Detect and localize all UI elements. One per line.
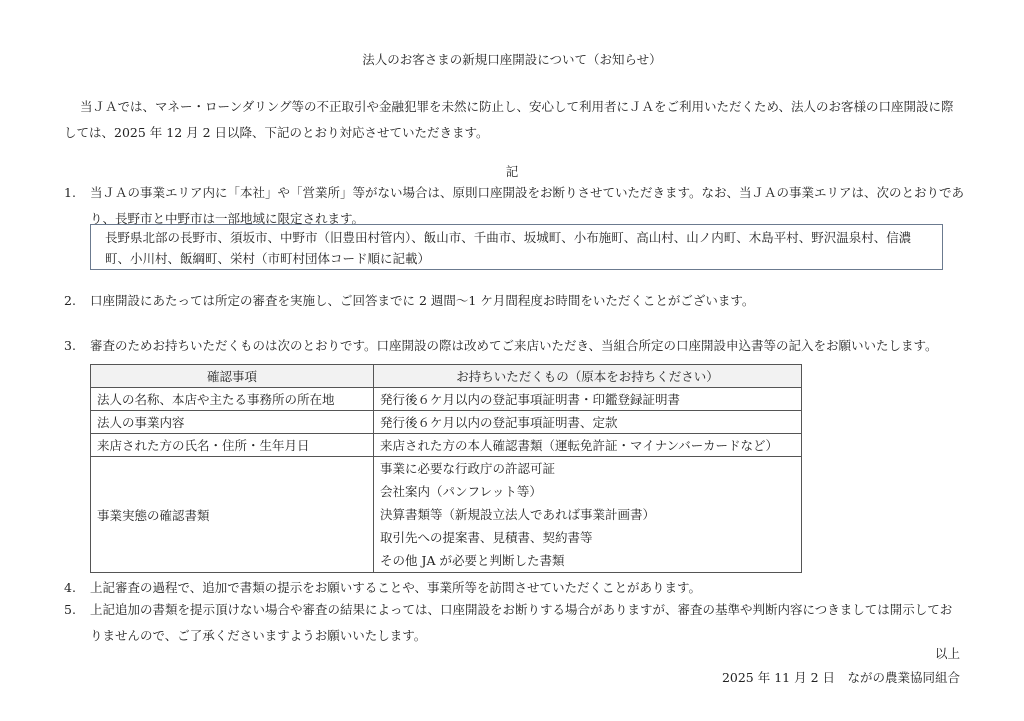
header-cell: お持ちいただくもの（原本をお持ちください） [374, 365, 802, 388]
item-text: 審査のためお持ちいただくものは次のとおりです。口座開設の際は改めてご来店いただき、当組合所定の口座開設申込書等の記入をお願いいたします。 [90, 338, 938, 353]
header-cell: 確認事項 [91, 365, 374, 388]
docs-cell: 発行後６ケ月以内の登記事項証明書、定款 [374, 411, 802, 434]
item-number: 4. [64, 580, 76, 595]
docs-cell: 発行後６ケ月以内の登記事項証明書・印鑑登録証明書 [374, 388, 802, 411]
table-row [91, 411, 802, 434]
item-cell: 法人の事業内容 [91, 411, 374, 434]
table-row [91, 388, 802, 411]
closing-mark: 以上 [934, 646, 960, 661]
list-item-3 [64, 333, 964, 359]
item-text: 上記追加の書類を提示頂けない場合や審査の結果によっては、口座開設をお断りする場合がありますが、審査の基準や判断内容につきましては開示しておりませんので、ご了承くださいますようお願いいたします。 [90, 602, 953, 643]
document-title: 法人のお客さまの新規口座開設について（お知らせ） [362, 52, 662, 67]
table-header-row [91, 365, 802, 388]
item-text: 当ＪＡの事業エリア内に「本社」や「営業所」等がない場合は、原則口座開設をお断りさせていただきます。なお、当ＪＡの事業エリアは、次のとおりであり、長野市と中野市は一部地域に限定されます。 [90, 185, 965, 226]
doc-line: 決算書類等（新規設立法人であれば事業計画書） [380, 507, 656, 522]
requirements-table [90, 364, 802, 573]
signature-line: 2025 年 11 月 2 日 ながの農業協同組合 [721, 670, 960, 685]
docs-cell [374, 457, 802, 573]
doc-line: その他 JA が必要と判断した書類 [380, 553, 565, 568]
item-number: 2. [64, 293, 76, 308]
item-cell: 来店された方の氏名・住所・生年月日 [91, 434, 374, 457]
list-item-5 [64, 597, 964, 649]
item-text: 上記審査の過程で、追加で書類の提示をお願いすることや、事業所等を訪問させていただくことがあります。 [90, 580, 702, 595]
item-number: 1. [64, 185, 76, 200]
table-row [91, 457, 802, 573]
doc-line: 会社案内（パンフレット等） [380, 484, 542, 499]
item-number: 5. [64, 602, 76, 617]
doc-line: 事業に必要な行政庁の許認可証 [380, 461, 556, 476]
table-row [91, 434, 802, 457]
item-cell: 事業実態の確認書類 [91, 457, 374, 573]
docs-cell: 来店された方の本人確認書類（運転免許証・マイナンバーカードなど） [374, 434, 802, 457]
ki-heading: 記 [505, 164, 519, 179]
intro-paragraph: 当ＪＡでは、マネー・ローンダリング等の不正取引や金融犯罪を未然に防止し、安心して利用者にＪＡをご利用いただくため、法人のお客様の口座開設に際しては、2025 年 12 月 2 日以降、下記のとおり対応させていただきます。 [64, 99, 954, 140]
doc-line: 取引先への提案書、見積書、契約書等 [380, 530, 593, 545]
item-text: 口座開設にあたっては所定の審査を実施し、ご回答までに 2 週間～1 ケ月間程度お時間をいただくことがございます。 [90, 293, 755, 308]
item-number: 3. [64, 338, 76, 353]
item-cell: 法人の名称、本店や主たる事務所の所在地 [91, 388, 374, 411]
service-area-box: 長野県北部の長野市、須坂市、中野市（旧豊田村管内）、飯山市、千曲市、坂城町、小布施町、高山村、山ノ内町、木島平村、野沢温泉村、信濃町、小川村、飯綱町、栄村（市町村団体コード順に記載） [90, 224, 943, 270]
list-item-2 [64, 288, 964, 314]
